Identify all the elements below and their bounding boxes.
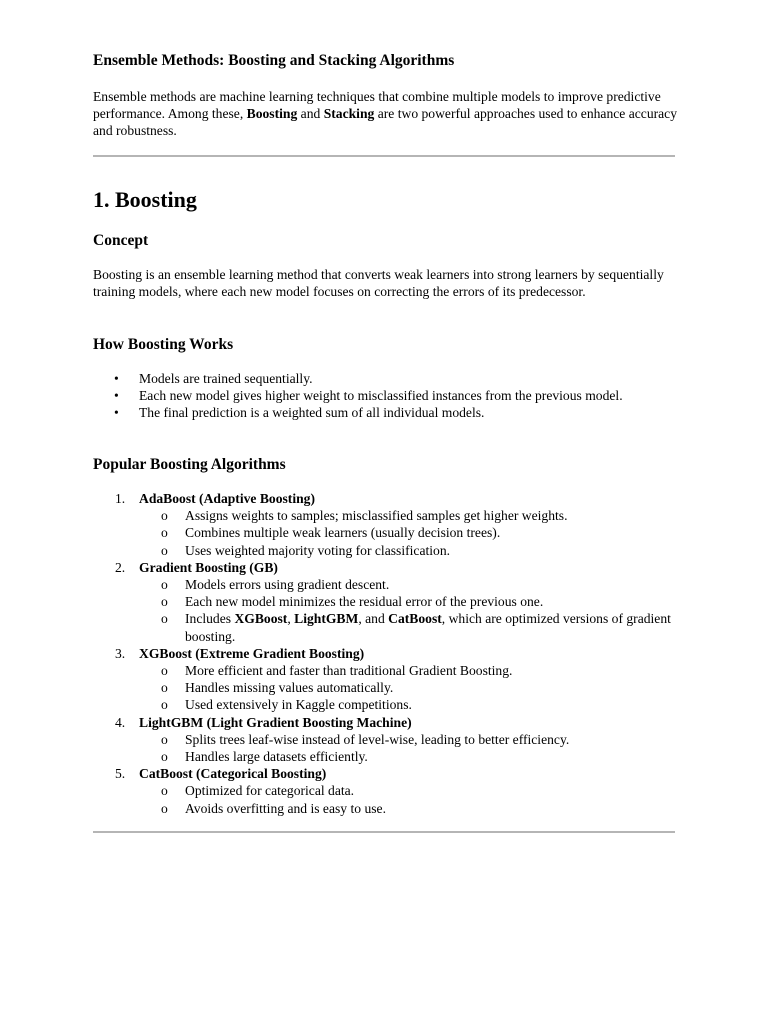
sub-list-item bbox=[139, 696, 683, 713]
sub-bullet-marker: o bbox=[161, 783, 168, 799]
algorithm-name: XGBoost (Extreme Gradient Boosting) bbox=[139, 645, 365, 661]
sub-bullet-marker: o bbox=[161, 680, 168, 696]
sub-list-item bbox=[139, 800, 683, 817]
how-it-works-list bbox=[93, 370, 683, 421]
algorithm-number: 4. bbox=[115, 714, 126, 730]
sub-list-item bbox=[139, 507, 683, 524]
intro-bold-stacking: Stacking bbox=[323, 106, 375, 121]
sub-bullet-marker: o bbox=[161, 749, 168, 765]
algorithm-points bbox=[139, 731, 683, 765]
concept-paragraph: Boosting is an ensemble learning method that converts weak learners into strong learners by sequentially training models, where each new model focuses on correcting the errors of its predecessor. bbox=[93, 267, 664, 299]
sub-list-item bbox=[139, 576, 683, 593]
sub-item-text-includes bbox=[185, 611, 671, 643]
algorithm-number: 2. bbox=[115, 559, 126, 575]
sub-item-text: Models errors using gradient descent. bbox=[185, 577, 390, 593]
includes-separator: , and bbox=[358, 611, 389, 627]
algorithm-item-gradient-boosting bbox=[93, 559, 683, 645]
sub-list-item bbox=[139, 610, 683, 644]
algorithm-points bbox=[139, 507, 683, 559]
section-heading-boosting: 1. Boosting bbox=[93, 187, 197, 212]
sub-list-item bbox=[139, 524, 683, 541]
algorithm-number: 5. bbox=[115, 766, 126, 782]
includes-bold-xgboost: XGBoost bbox=[234, 611, 288, 627]
list-item bbox=[93, 370, 683, 387]
sub-item-text: Assigns weights to samples; misclassified samples get higher weights. bbox=[185, 508, 568, 524]
intro-text-part3: are two powerful approaches used to enhance accuracy and robustness. bbox=[93, 106, 678, 138]
sub-bullet-marker: o bbox=[161, 663, 168, 679]
horizontal-divider bbox=[93, 155, 675, 157]
algorithm-points bbox=[139, 576, 683, 645]
algorithm-item-catboost bbox=[93, 765, 683, 817]
algorithm-name: CatBoost (Categorical Boosting) bbox=[139, 766, 327, 782]
sub-item-text: Each new model minimizes the residual error of the previous one. bbox=[185, 594, 544, 610]
sub-bullet-marker: o bbox=[161, 594, 168, 610]
algorithm-points bbox=[139, 782, 683, 816]
includes-prefix: Includes bbox=[185, 611, 235, 627]
list-item-text: Each new model gives higher weight to misclassified instances from the previous model. bbox=[139, 388, 623, 403]
bullet-marker: • bbox=[114, 405, 119, 420]
algorithm-points bbox=[139, 662, 683, 714]
includes-bold-lightgbm: LightGBM bbox=[294, 611, 359, 627]
algorithm-item-adaboost bbox=[93, 490, 683, 559]
algorithms-list bbox=[93, 490, 683, 817]
algorithm-number: 1. bbox=[115, 491, 126, 506]
subheading-how-boosting-works: How Boosting Works bbox=[93, 336, 234, 353]
includes-suffix: , which are optimized versions of gradient boosting. bbox=[185, 611, 671, 644]
intro-text-part2: and bbox=[297, 106, 324, 121]
intro-text-part1: Ensemble methods are machine learning techniques that combine multiple models to improve predictive performance. Among these, bbox=[93, 89, 661, 121]
algorithm-number: 3. bbox=[115, 645, 126, 661]
sub-bullet-marker: o bbox=[161, 542, 168, 558]
algorithm-item-xgboost bbox=[93, 645, 683, 714]
includes-bold-catboost: CatBoost bbox=[388, 611, 442, 627]
sub-item-text: Splits trees leaf-wise instead of level-wise, leading to better efficiency. bbox=[185, 731, 570, 747]
sub-item-text: Used extensively in Kaggle competitions. bbox=[185, 697, 412, 713]
sub-list-item bbox=[139, 593, 683, 610]
list-item bbox=[93, 387, 683, 404]
document-title: Ensemble Methods: Boosting and Stacking Algorithms bbox=[93, 52, 455, 69]
sub-bullet-marker: o bbox=[161, 611, 168, 627]
list-item bbox=[93, 404, 683, 421]
sub-bullet-marker: o bbox=[161, 697, 168, 713]
list-item-text: The final prediction is a weighted sum of all individual models. bbox=[139, 405, 485, 420]
intro-paragraph bbox=[93, 88, 683, 139]
sub-item-text: Optimized for categorical data. bbox=[185, 783, 355, 799]
sub-item-text: Uses weighted majority voting for classification. bbox=[185, 542, 451, 558]
algorithm-name: LightGBM (Light Gradient Boosting Machine) bbox=[139, 714, 412, 730]
sub-list-item bbox=[139, 542, 683, 559]
sub-item-text: More efficient and faster than traditional Gradient Boosting. bbox=[185, 663, 513, 679]
sub-item-text: Handles large datasets efficiently. bbox=[185, 749, 368, 765]
sub-bullet-marker: o bbox=[161, 525, 168, 541]
sub-list-item bbox=[139, 782, 683, 799]
subheading-concept: Concept bbox=[93, 232, 149, 249]
algorithm-name: Gradient Boosting (GB) bbox=[139, 559, 278, 575]
sub-list-item bbox=[139, 731, 683, 748]
sub-item-text: Avoids overfitting and is easy to use. bbox=[185, 800, 386, 816]
sub-list-item bbox=[139, 679, 683, 696]
subheading-popular-algorithms: Popular Boosting Algorithms bbox=[93, 456, 286, 473]
sub-item-text: Combines multiple weak learners (usually decision trees). bbox=[185, 525, 501, 541]
algorithm-name: AdaBoost (Adaptive Boosting) bbox=[139, 491, 315, 506]
list-item-text: Models are trained sequentially. bbox=[139, 371, 313, 386]
sub-bullet-marker: o bbox=[161, 800, 168, 816]
sub-bullet-marker: o bbox=[161, 731, 168, 747]
sub-bullet-marker: o bbox=[161, 577, 168, 593]
sub-bullet-marker: o bbox=[161, 508, 168, 524]
sub-list-item bbox=[139, 748, 683, 765]
intro-bold-boosting: Boosting bbox=[246, 106, 298, 121]
bullet-marker: • bbox=[114, 371, 119, 386]
horizontal-divider bbox=[93, 831, 675, 833]
sub-item-text: Handles missing values automatically. bbox=[185, 680, 394, 696]
algorithm-item-lightgbm bbox=[93, 714, 683, 766]
includes-separator: , bbox=[287, 611, 295, 627]
bullet-marker: • bbox=[114, 388, 119, 403]
sub-list-item bbox=[139, 662, 683, 679]
